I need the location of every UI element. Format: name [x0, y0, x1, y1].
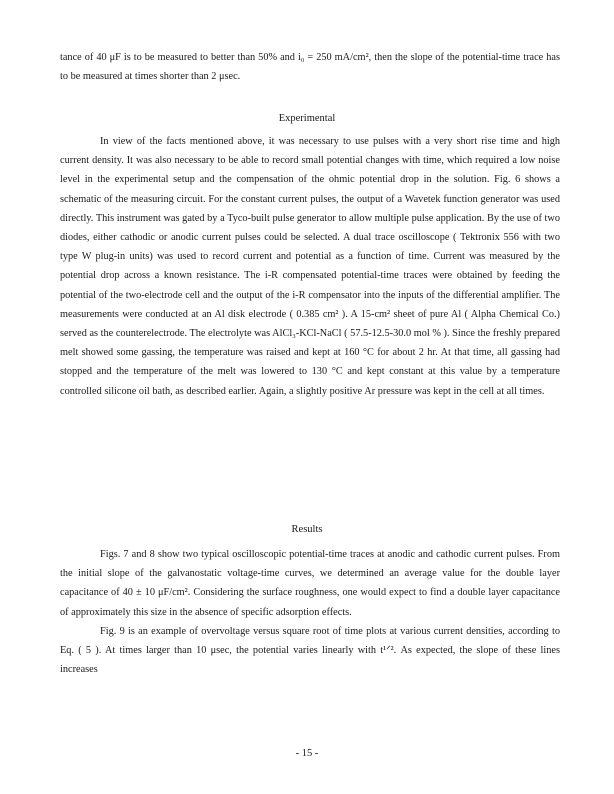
experimental-section: [60, 132, 560, 401]
intro-paragraph-block: [60, 48, 560, 86]
results-section: [60, 545, 560, 679]
page-number: - 15 -: [295, 748, 319, 759]
intro-paragraph: tance of 40 μF is to be measured to better than 50% and i₀ = 250 mA/cm², then the slope of the potential-time trace has to be measured at times shorter than 2 μsec.: [60, 52, 560, 83]
experimental-heading: Experimental: [278, 113, 336, 124]
results-heading: Results: [291, 524, 323, 535]
results-paragraph-2: Fig. 9 is an example of overvoltage versus square root of time plots at various current densities, according to Eq. ( 5 ). At times larger than 10 μsec, the potential varies linearly with t¹ᐟ². As expected, the slope of these lines increases: [60, 625, 560, 676]
results-paragraph-1: Figs. 7 and 8 show two typical oscilloscopic potential-time traces at anodic and cathodic current pulses. From the initial slope of the galvanostatic voltage-time curves, we determined an average value for the double layer capacitance of 40 ± 10 μF/cm². Considering the surface roughness, one would expect to find a double layer capacitance of approximately this size in the absence of specific adsorption effects.: [60, 549, 560, 618]
experimental-paragraph: In view of the facts mentioned above, it was necessary to use pulses with a very short rise time and high current density. It was also necessary to be able to record small potential changes with time, which required a low noise level in the experimental setup and the compensation of the ohmic potential drop in the solution. Fig. 6 shows a schematic of the measuring circuit. For the constant current pulses, the output of a Wavetek function generator was used directly. This instrument was gated by a Tyco-built pulse generator to allow multiple pulse application. By the use of two diodes, either cathodic or anodic current pulses could be selected. A dual trace oscilloscope ( Tektronix 556 with two type W plug-in units) was used to record current and potential as a function of time. Current was measured by the potential drop across a known resistance. The i-R compensated potential-time traces were obtained by feeding the potential of the two-electrode cell and the output of the i-R compensator into the inputs of the differential amplifier. The measurements were conducted at an Al disk electrode ( 0.385 cm² ). A 15-cm² sheet of pure Al ( Alpha Chemical Co.) served as the counterelectrode. The electrolyte was AlCl₃-KCl-NaCl ( 57.5-12.5-30.0 mol % ). Since the freshly prepared melt showed some gassing, the temperature was raised and kept at 160 °C for about 2 hr. At that time, all gassing had stopped and the temperature of the melt was lowered to 130 °C and kept constant at this value by a temperature controlled silicone oil bath, as described earlier. Again, a slightly positive Ar pressure was kept in the cell at all times.: [60, 136, 560, 397]
